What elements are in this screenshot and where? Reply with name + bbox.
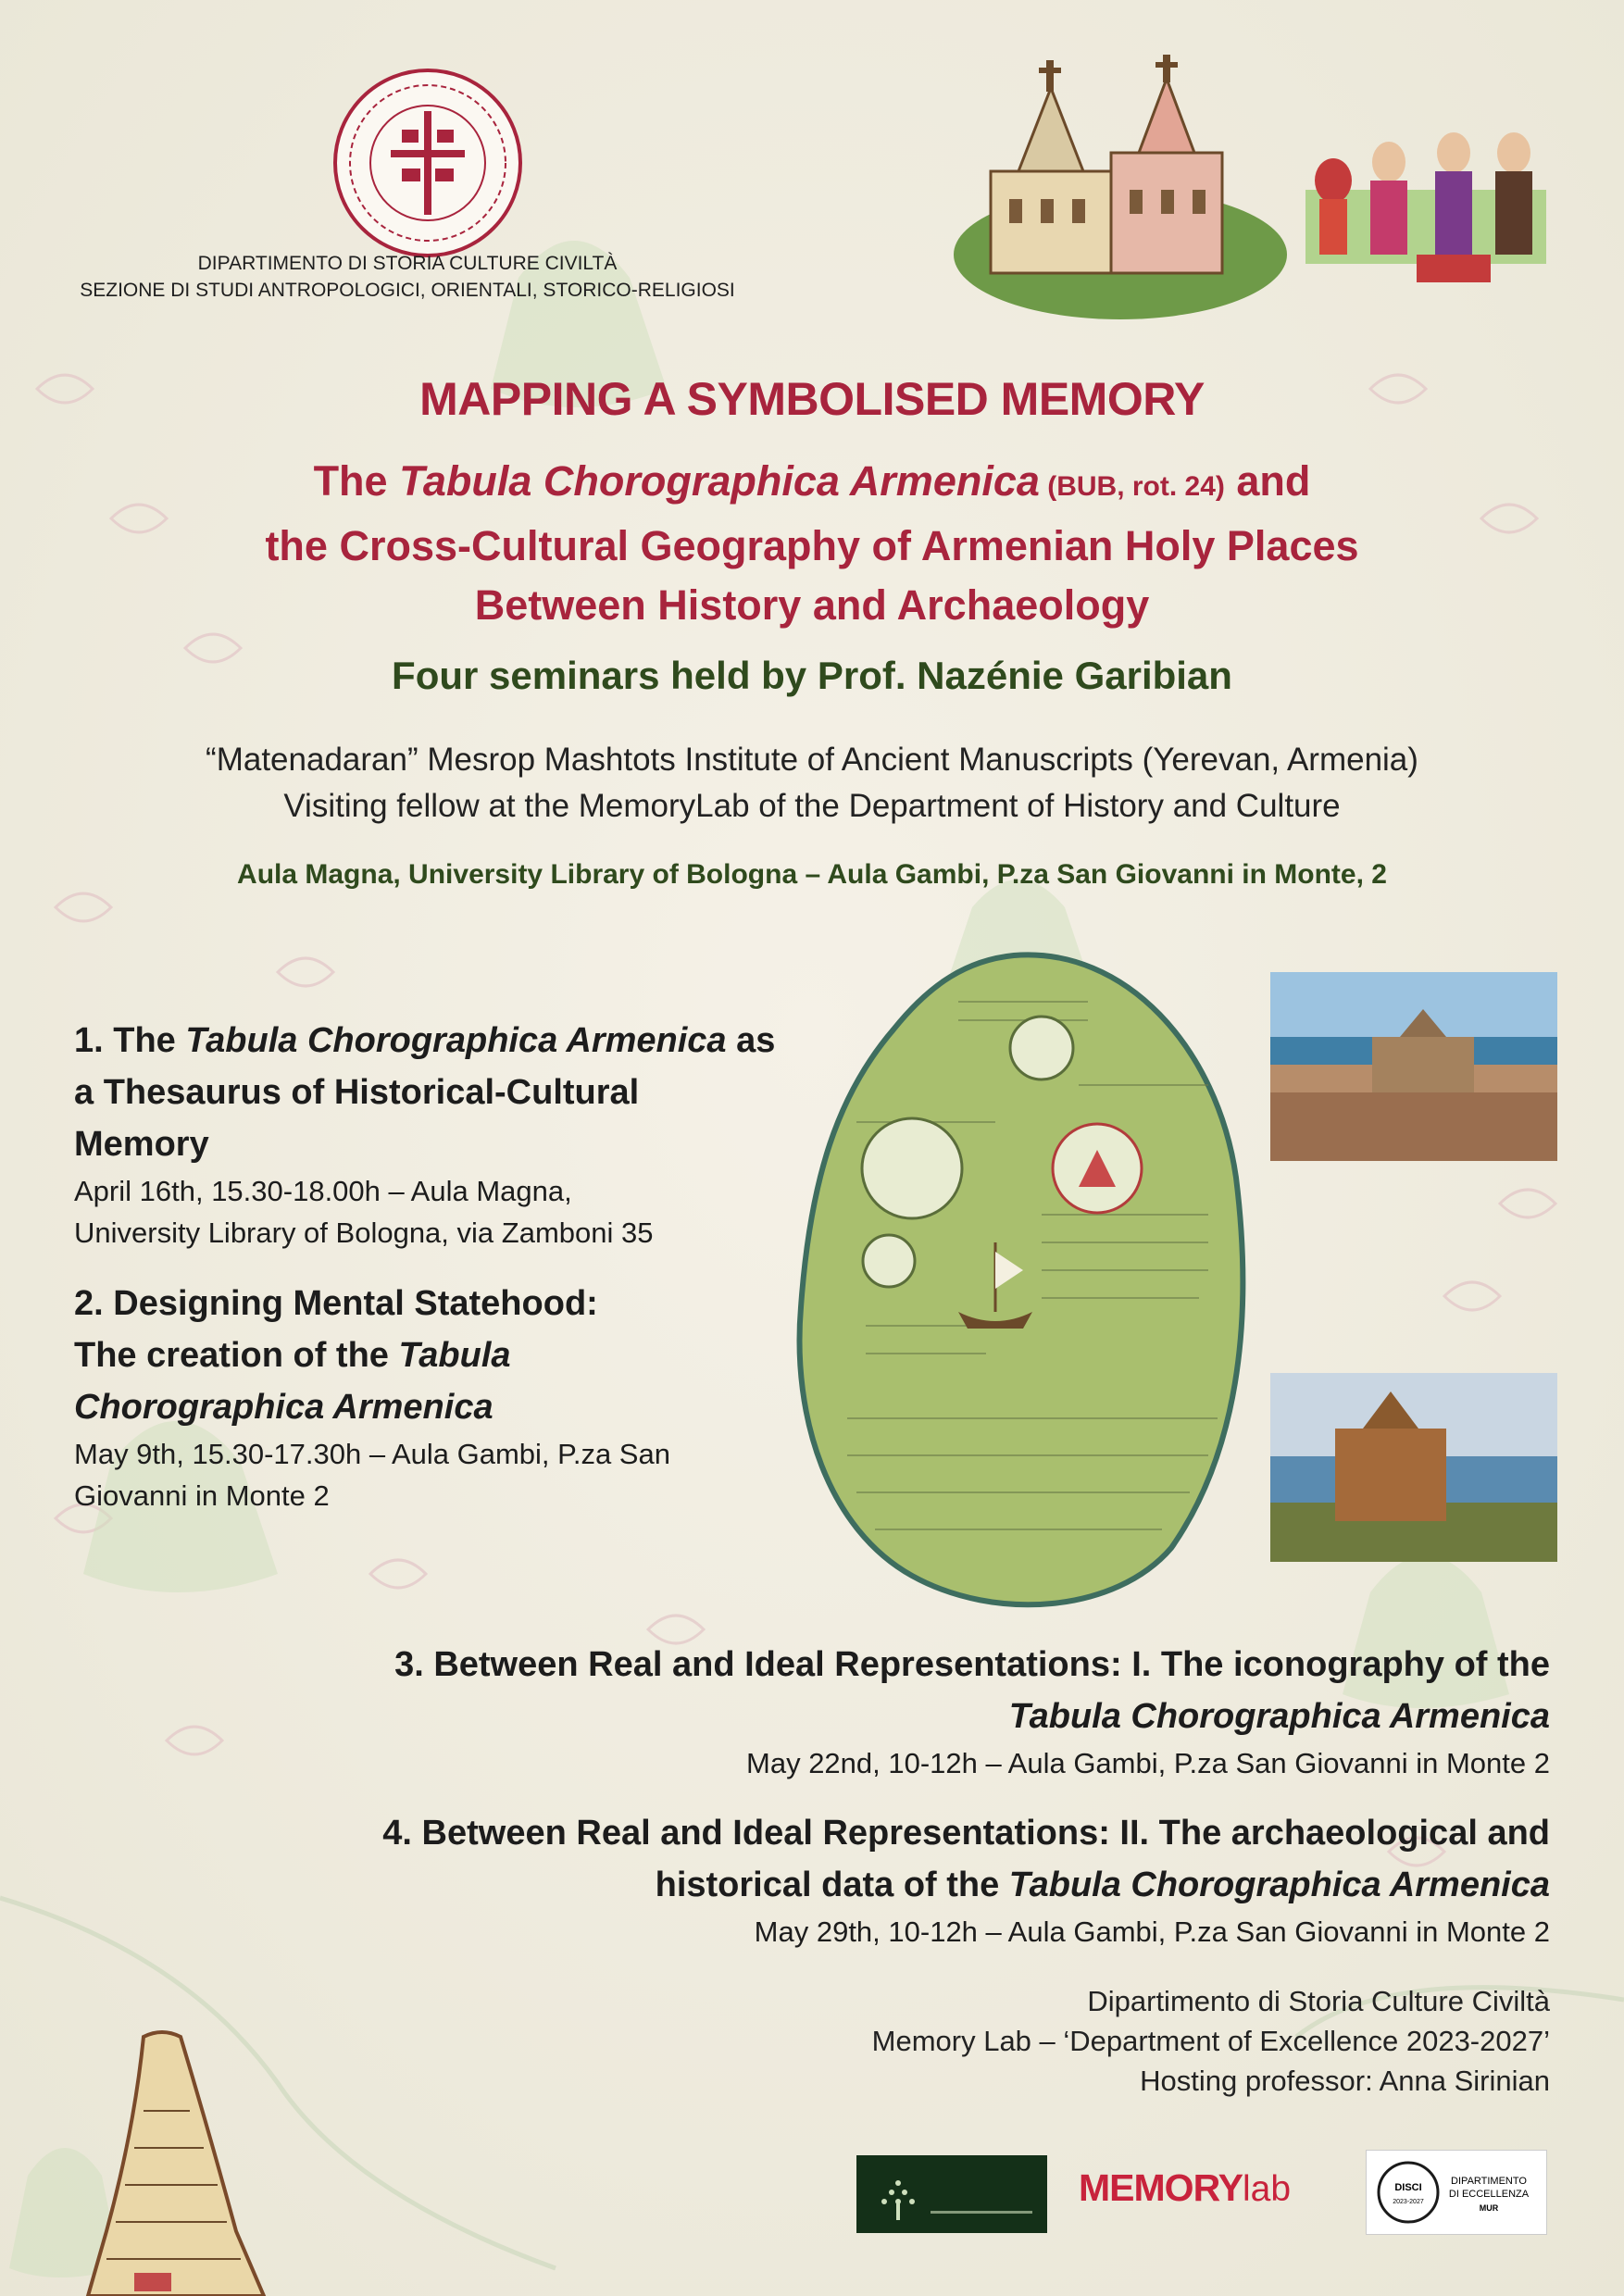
memorylab-logo: MEMORYlab [1079,2166,1292,2209]
seminar-2-title-line-3: Chorographica Armenica [74,1388,493,1427]
seminar-2-date: May 9th, 15.30-17.30h – Aula Gambi, P.za San [74,1438,670,1470]
seminar-4 [222,1807,1550,1953]
main-title: MAPPING A SYMBOLISED MEMORY [419,373,1205,425]
subtitle-line-1: The Tabula Chorographica Armenica (BUB, rot. 24) and [313,457,1311,505]
seminar-2-title: 2. Designing Mental Statehood: [74,1284,598,1323]
venue-line: Aula Magna, University Library of Bologna – Aula Gambi, P.za San Giovanni in Monte, 2 [237,859,1387,890]
seminar-4-date: May 29th, 10-12h – Aula Gambi, P.za San Giovanni in Monte 2 [754,1915,1550,1948]
seminars-heading: Four seminars held by Prof. Nazénie Garibian [392,654,1232,697]
seminar-1-title-line-2: a Thesaurus of Historical-Cultural [74,1073,640,1112]
subtitle-line-3: Between History and Archaeology [474,581,1150,629]
subtitle-line-2: the Cross-Cultural Geography of Armenian Holy Places [265,522,1359,569]
svg-text:MUR: MUR [1479,2203,1499,2213]
map-illustration [773,937,1264,1617]
department-header [56,250,759,304]
tree-icon [856,2155,1047,2233]
seminar-2-location: Giovanni in Monte 2 [74,1479,330,1512]
tree-logo [856,2155,1047,2233]
disci-badge-years: 2023-2027 [1393,2199,1424,2205]
excellence-logo [1366,2150,1547,2235]
institution-line-2: Visiting fellow at the MemoryLab of the Department of History and Culture [283,788,1341,824]
excellence-badge-icon [1367,2151,1546,2234]
seminar-2-title-line-2: The creation of the Tabula [74,1336,511,1375]
seminar-4-title: 4. Between Real and Ideal Representations: II. The archaeological and [382,1814,1550,1853]
seminar-3 [222,1639,1550,1784]
monastery-photo-1 [1270,972,1557,1161]
seminar-1-title: 1. The Tabula Chorographica Armenica as [74,1021,776,1060]
seminar-1-title-line-3: Memory [74,1125,209,1164]
seminar-1 [74,1015,815,1254]
monastery-photo-2 [1270,1373,1557,1562]
department-name: DIPARTIMENTO DI STORIA CULTURE CIVILTÀ [197,253,618,274]
svg-text:DIPARTIMENTO: DIPARTIMENTO [1451,2176,1527,2187]
seminar-4-title-line-2: historical data of the Tabula Chorographica Armenica [655,1866,1550,1904]
svg-text:DI ECCELLENZA: DI ECCELLENZA [1448,2189,1530,2200]
memorylab-heart: O [1164,2166,1193,2209]
seminar-2 [74,1278,815,1516]
seminar-3-title: 3. Between Real and Ideal Representations: I. The iconography of the [394,1645,1550,1684]
footer-line-2: Memory Lab – ‘Department of Excellence 2023-2027’ [871,2025,1550,2057]
seminar-3-title-line-2: Tabula Chorographica Armenica [1008,1697,1550,1736]
seminar-1-date: April 16th, 15.30-18.00h – Aula Magna, [74,1175,572,1207]
institution-line-1: “Matenadaran” Mesrop Mashtots Institute of Ancient Manuscripts (Yerevan, Armenia) [206,742,1418,778]
university-seal [330,65,526,261]
footer-line-1: Dipartimento di Storia Culture Civiltà [1087,1985,1550,2017]
institution-block [0,737,1624,830]
subtitle-block [0,452,1624,635]
footer-credits [648,1981,1550,2101]
seminar-1-location: University Library of Bologna, via Zamboni 35 [74,1217,654,1249]
church-illustration [954,51,1565,324]
manuscript-fragment [79,2028,278,2296]
disci-badge-text: DISCI [1394,2182,1422,2193]
section-name: SEZIONE DI STUDI ANTROPOLOGICI, ORIENTALI, STORICO-RELIGIOSI [80,280,735,301]
footer-line-3: Hosting professor: Anna Sirinian [1140,2065,1550,2097]
seminar-3-date: May 22nd, 10-12h – Aula Gambi, P.za San Giovanni in Monte 2 [746,1747,1550,1779]
